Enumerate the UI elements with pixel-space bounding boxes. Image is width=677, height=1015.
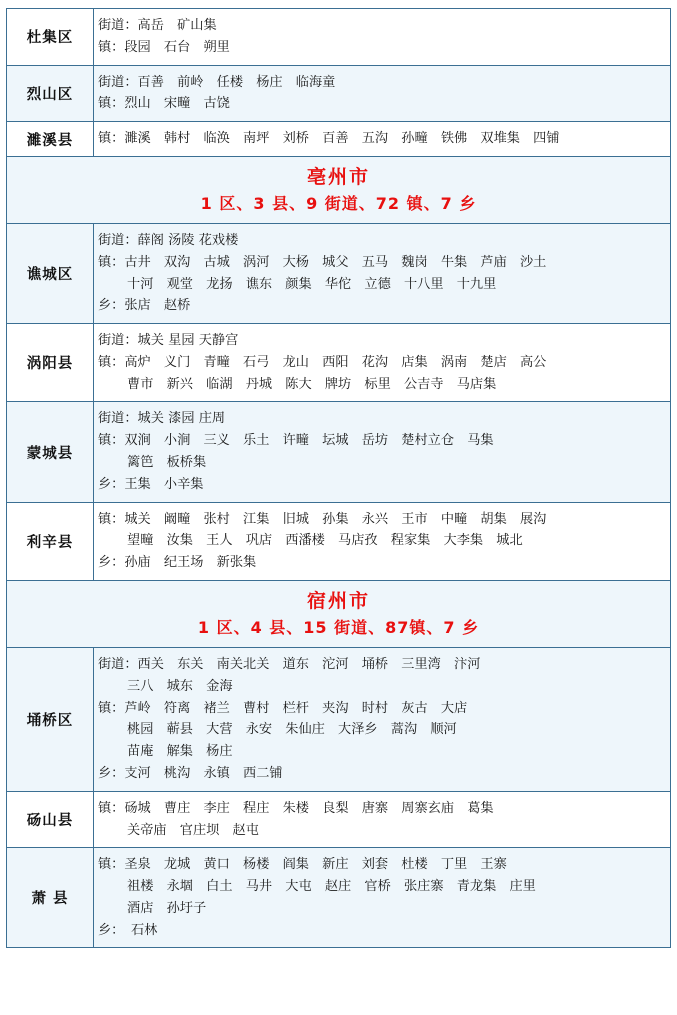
region-detail-cell: [94, 791, 671, 848]
region-row: [7, 122, 671, 157]
detail-line: 街道：百善 前岭 任楼 杨庄 临海童: [98, 74, 336, 90]
region-detail-cell: [94, 648, 671, 792]
detail-line: 镇：砀城 曹庄 李庄 程庄 朱楼 良梨 唐寨 周寨玄庙 葛集: [98, 800, 494, 816]
detail-line: 乡：王集 小辛集: [98, 476, 204, 492]
region-name-cell: 杜集区: [7, 9, 94, 66]
detail-line: 镇：濉溪 韩村 临涣 南坪 刘桥 百善 五沟 孙疃 铁佛 双堆集 四铺: [98, 131, 560, 147]
region-row: [7, 402, 671, 502]
region-name-cell: 涡阳县: [7, 324, 94, 402]
region-name-cell: 砀山县: [7, 791, 94, 848]
city-header-cell: [7, 156, 671, 223]
city-summary: 1 区、3 县、9 街道、72 镇、7 乡: [200, 194, 477, 214]
detail-line: 镇：烈山 宋疃 古饶: [98, 96, 230, 112]
detail-line: 街道：城关 星园 天静宫: [98, 333, 239, 349]
region-row: [7, 502, 671, 580]
detail-line: 街道：高岳 矿山集: [98, 18, 217, 33]
detail-line: 望疃 汝集 王人 巩店 西潘楼 马店孜 程家集 大李集 城北: [127, 533, 523, 549]
detail-line: 镇：双涧 小涧 三义 乐土 许疃 坛城 岳坊 楚村立仓 马集: [98, 433, 494, 449]
region-row: [7, 324, 671, 402]
city-name: 宿州市: [306, 589, 370, 612]
region-row: [7, 65, 671, 122]
region-row: [7, 848, 671, 948]
region-name-cell: 利辛县: [7, 502, 94, 580]
detail-line: 十河 观堂 龙扬 谯东 颜集 华佗 立德 十八里 十九里: [127, 276, 497, 292]
table-body: [7, 9, 671, 948]
city-summary: 1 区、4 县、15 街道、87镇、7 乡: [197, 618, 480, 638]
region-row: [7, 9, 671, 66]
detail-line: 三八 城东 金海: [127, 678, 233, 694]
region-detail-cell: [94, 402, 671, 502]
region-name-cell: 萧 县: [7, 848, 94, 948]
detail-line: 曹市 新兴 临湖 丹城 陈大 牌坊 标里 公吉寺 马店集: [127, 376, 497, 392]
administrative-divisions-table: [6, 8, 671, 948]
region-detail-cell: [94, 502, 671, 580]
detail-line: 街道：西关 东关 南关北关 道东 沱河 埇桥 三里湾 汴河: [98, 657, 481, 673]
city-header-cell: [7, 580, 671, 647]
region-name-cell: 烈山区: [7, 65, 94, 122]
region-name-cell: 濉溪县: [7, 122, 94, 157]
detail-line: 街道：薛阁 汤陵 花戏楼: [98, 233, 239, 248]
detail-line: 桃园 蕲县 大营 永安 朱仙庄 大泽乡 蒿沟 顺河: [127, 722, 457, 738]
detail-line: 乡：孙庙 纪王场 新张集: [98, 555, 257, 571]
detail-line: 酒店 孙圩子: [127, 900, 207, 916]
region-name-cell: 谯城区: [7, 224, 94, 324]
region-name-cell: 蒙城县: [7, 402, 94, 502]
region-row: [7, 648, 671, 792]
region-detail-cell: [94, 122, 671, 157]
detail-line: 乡：支河 桃沟 永镇 西二铺: [98, 765, 283, 781]
detail-line: 镇：圣泉 龙城 黄口 杨楼 阎集 新庄 刘套 杜楼 丁里 王寨: [98, 857, 507, 873]
region-detail-cell: [94, 9, 671, 66]
detail-line: 乡：张店 赵桥: [98, 298, 191, 314]
region-row: [7, 224, 671, 324]
detail-line: 镇：高炉 义门 青疃 石弓 龙山 西阳 花沟 店集 涡南 楚店 高公: [98, 354, 547, 370]
region-detail-cell: [94, 324, 671, 402]
detail-line: 镇：芦岭 符离 褚兰 曹村 栏杆 夹沟 时村 灰古 大店: [98, 700, 468, 716]
detail-line: 苗庵 解集 杨庄: [127, 744, 233, 760]
region-detail-cell: [94, 848, 671, 948]
region-detail-cell: [94, 224, 671, 324]
detail-line: 镇：城关 阚疃 张村 江集 旧城 孙集 永兴 王市 中疃 胡集 展沟: [98, 511, 547, 527]
detail-line: 镇：古井 双沟 古城 涡河 大杨 城父 五马 魏岗 牛集 芦庙 沙土: [98, 254, 547, 270]
city-header-row: [7, 580, 671, 647]
region-name-cell: 埇桥区: [7, 648, 94, 792]
detail-line: 祖楼 永堌 白土 马井 大屯 赵庄 官桥 张庄寨 青龙集 庄里: [127, 879, 536, 895]
city-name: 亳州市: [306, 165, 370, 188]
detail-line: 篱笆 板桥集: [127, 455, 207, 471]
detail-line: 街道：城关 漆园 庄周: [98, 411, 226, 427]
region-row: [7, 791, 671, 848]
detail-line: 乡： 石林: [98, 922, 158, 938]
detail-line: 关帝庙 官庄坝 赵屯: [127, 822, 259, 838]
city-header-row: [7, 156, 671, 223]
region-detail-cell: [94, 65, 671, 122]
detail-line: 镇：段园 石台 朔里: [98, 39, 230, 55]
